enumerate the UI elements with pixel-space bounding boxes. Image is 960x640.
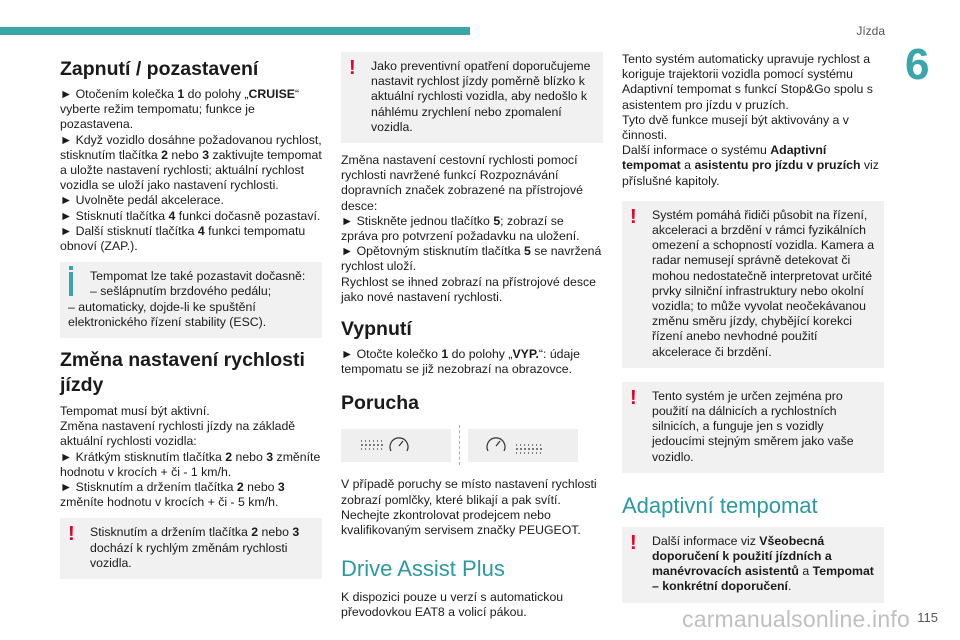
heading-zapnuti: Zapnutí / pozastavení (60, 58, 259, 80)
heading-porucha: Porucha (341, 392, 420, 415)
watermark: carmanualsonline.info (682, 606, 910, 632)
heading-vypnuti: Vypnutí (341, 318, 412, 341)
heading-adaptivni: Adaptivní tempomat (622, 492, 818, 518)
paragraph: ► Stisknutí tlačítka 4 funkci dočasně pozastaví. (60, 208, 321, 223)
warning-box: ! Další informace viz Všeobecná doporučení k použití jízdních a manévrovacích asistentů a Tempomat – konkrétní doporučení. (622, 527, 884, 603)
speedometer-dashes-right-icon (468, 429, 578, 462)
warning-box: ! Stisknutím a držením tlačítka 2 nebo 3 dochází k rychlým změnám rychlosti vozidla. (60, 518, 322, 579)
section-header: Jízda (856, 24, 885, 38)
paragraph: ► Další stisknutí tlačítka 4 funkci tempomatu obnoví (ZAP.). (60, 223, 306, 254)
speedometer-dashes-left-icon (341, 429, 451, 462)
exclamation-icon: ! (68, 523, 75, 546)
divider (459, 425, 460, 465)
warning-box: ! Tento systém je určen zejména pro použití na dálnicích a rychlostních silnicích, a funguje jen s vozidly jedoucími stejným směrem jako vaše vozidlo. (622, 382, 884, 473)
heading-drive-assist: Drive Assist Plus (341, 556, 505, 582)
exclamation-icon: ! (630, 386, 637, 409)
info-box: Tempomat lze také pozastavit dočasně: – sešlápnutím brzdového pedálu; – automaticky, dojde-li ke spuštění elektronického řízení stability (ESC). (60, 262, 322, 338)
exclamation-icon: ! (630, 531, 637, 554)
exclamation-icon: ! (630, 205, 637, 228)
warning-box: ! Jako preventivní opatření doporučujeme nastavit rychlost jízdy poměrně blízko k aktuální rychlosti vozidla, aby nedošlo k náhlému zrychlení nebo zpomalení vozidla. (341, 52, 603, 143)
column-3: Tento systém automaticky upravuje rychlost a koriguje trajektorii vozidla pomocí systému Adaptivní tempomat s funkcí Stop&Go spolu s asistentem pro jízdu v pruzích. Tyto dvě funkce musejí být aktivovány a v činnosti. Další informace o systému Adaptivní tempomat a asistentu pro jízdu v pruzích viz příslušné kapitoly. ! Systém pomáhá řidiči působit na řízení, akceleraci a brzdění v rámci fyzikálních omezení a schopností vozidla. Kamera a radar nemusejí správně detekovat či mohou nedostatečně interpretovat určité prvky silniční infrastruktury nebo okolní vozidla; to může vyvolat neočekávanou změnu směru jízdy, chybějící korekci řízení anebo nevhodné použití akcelerace či brzdění. ! Tento systém je určen zejména pro použití na dálnicích a rychlostních silnicích, a funguje jen s vozidly jedoucími stejným směrem jako vaše vozidlo. Adaptivní tempomat ! Další informace viz Všeobecná doporučení k použití jízdních a manévrovacích asistentů a Tempomat – konkrétní doporučení. (622, 52, 884, 613)
paragraph: ► Otočením kolečka 1 do polohy „CRUISE“ vyberte režim tempomatu; funkce je pozastavena. (60, 87, 300, 132)
top-accent-bar (0, 27, 470, 35)
page-number: 115 (917, 610, 938, 625)
paragraph: ► Uvolněte pedál akcelerace. (60, 193, 224, 208)
paragraph: ► Když vozidlo dosáhne požadovanou rychlost, stisknutím tlačítka 2 nebo 3 zaktivujte tempomat a uložte nastavení rychlosti; aktuální rychlost vozidla se uloží jako nastavení rychlosti. (60, 132, 322, 193)
chapter-number: 6 (905, 40, 930, 89)
info-icon (69, 266, 73, 270)
column-2: ! Jako preventivní opatření doporučujeme nastavit rychlost jízdy poměrně blízko k aktuální rychlosti vozidla, aby nedošlo k náhlému zrychlení nebo zpomalení vozidla. Změna nastavení cestovní rychlosti pomocí rychlosti navržené funkcí Rozpoznávání dopravních značek zobrazené na přístrojové desce: ► Stiskněte jednou tlačítko 5; zobrazí se zpráva pro potvrzení požadavku na uložení. ► Opětovným stisknutím tlačítka 5 se navržená rychlost uloží. Rychlost se ihned zobrazí na přístrojové desce jako nové nastavení rychlosti. Vypnutí ► Otočte kolečko 1 do polohy „VYP.“: údaje tempomatu se již nezobrazí na obrazovce. Porucha V případě poruchy se místo nastavení rychlosti zobrazí pomlčky, které blikají a pak svítí. Nechejte zkontrolovat prodejcem nebo kvalifikovaným servisem značky PEUGEOT. Drive Assist Plus K dispozici pouze u verzí s automatickou převodovkou EAT8 a volicí pákou. (341, 52, 603, 621)
fault-illustration (341, 425, 603, 465)
heading-zmena: Změna nastavení rychlosti jízdy (60, 349, 305, 397)
exclamation-icon: ! (349, 57, 356, 79)
column-1: Zapnutí / pozastavení ► Otočením kolečka 1 do polohy „CRUISE“ vyberte režim tempomatu; funkce je pozastavena. ► Když vozidlo dosáhne požadovanou rychlost, stisknutím tlačítka 2 nebo 3 zaktivujte tempomat a uložte nastavení rychlosti; aktuální rychlost vozidla se uloží jako nastavení rychlosti. ► Uvolněte pedál akcelerace. ► Stisknutí tlačítka 4 funkci dočasně pozastaví. ► Další stisknutí tlačítka 4 funkci tempomatu obnoví (ZAP.). Tempomat lze také pozastavit dočasně: – sešlápnutím brzdového pedálu; – automaticky, dojde-li ke spuštění elektronického řízení stability (ESC). Změna nastavení rychlosti jízdy Tempomat musí být aktivní. Změna nastavení rychlosti jízdy na základě aktuální rychlosti vozidla: ► Krátkým stisknutím tlačítka 2 nebo 3 změníte hodnotu v krocích + či - 1 km/h. ► Stisknutím a držením tlačítka 2 nebo 3 změníte hodnotu v krocích + či - 5 km/h. ! Stisknutím a držením tlačítka 2 nebo 3 dochází k rychlým změnám rychlosti vozidla. (60, 52, 322, 589)
info-icon-bar (69, 272, 73, 296)
warning-box: ! Systém pomáhá řidiči působit na řízení, akceleraci a brzdění v rámci fyzikálních omezení a schopností vozidla. Kamera a radar nemusejí správně detekovat či mohou nedostatečně interpretovat určité prvky silniční infrastruktury nebo okolní vozidla; to může vyvolat neočekávanou změnu směru jízdy, chybějící korekci řízení anebo nevhodné použití akcelerace či brzdění. (622, 201, 884, 368)
